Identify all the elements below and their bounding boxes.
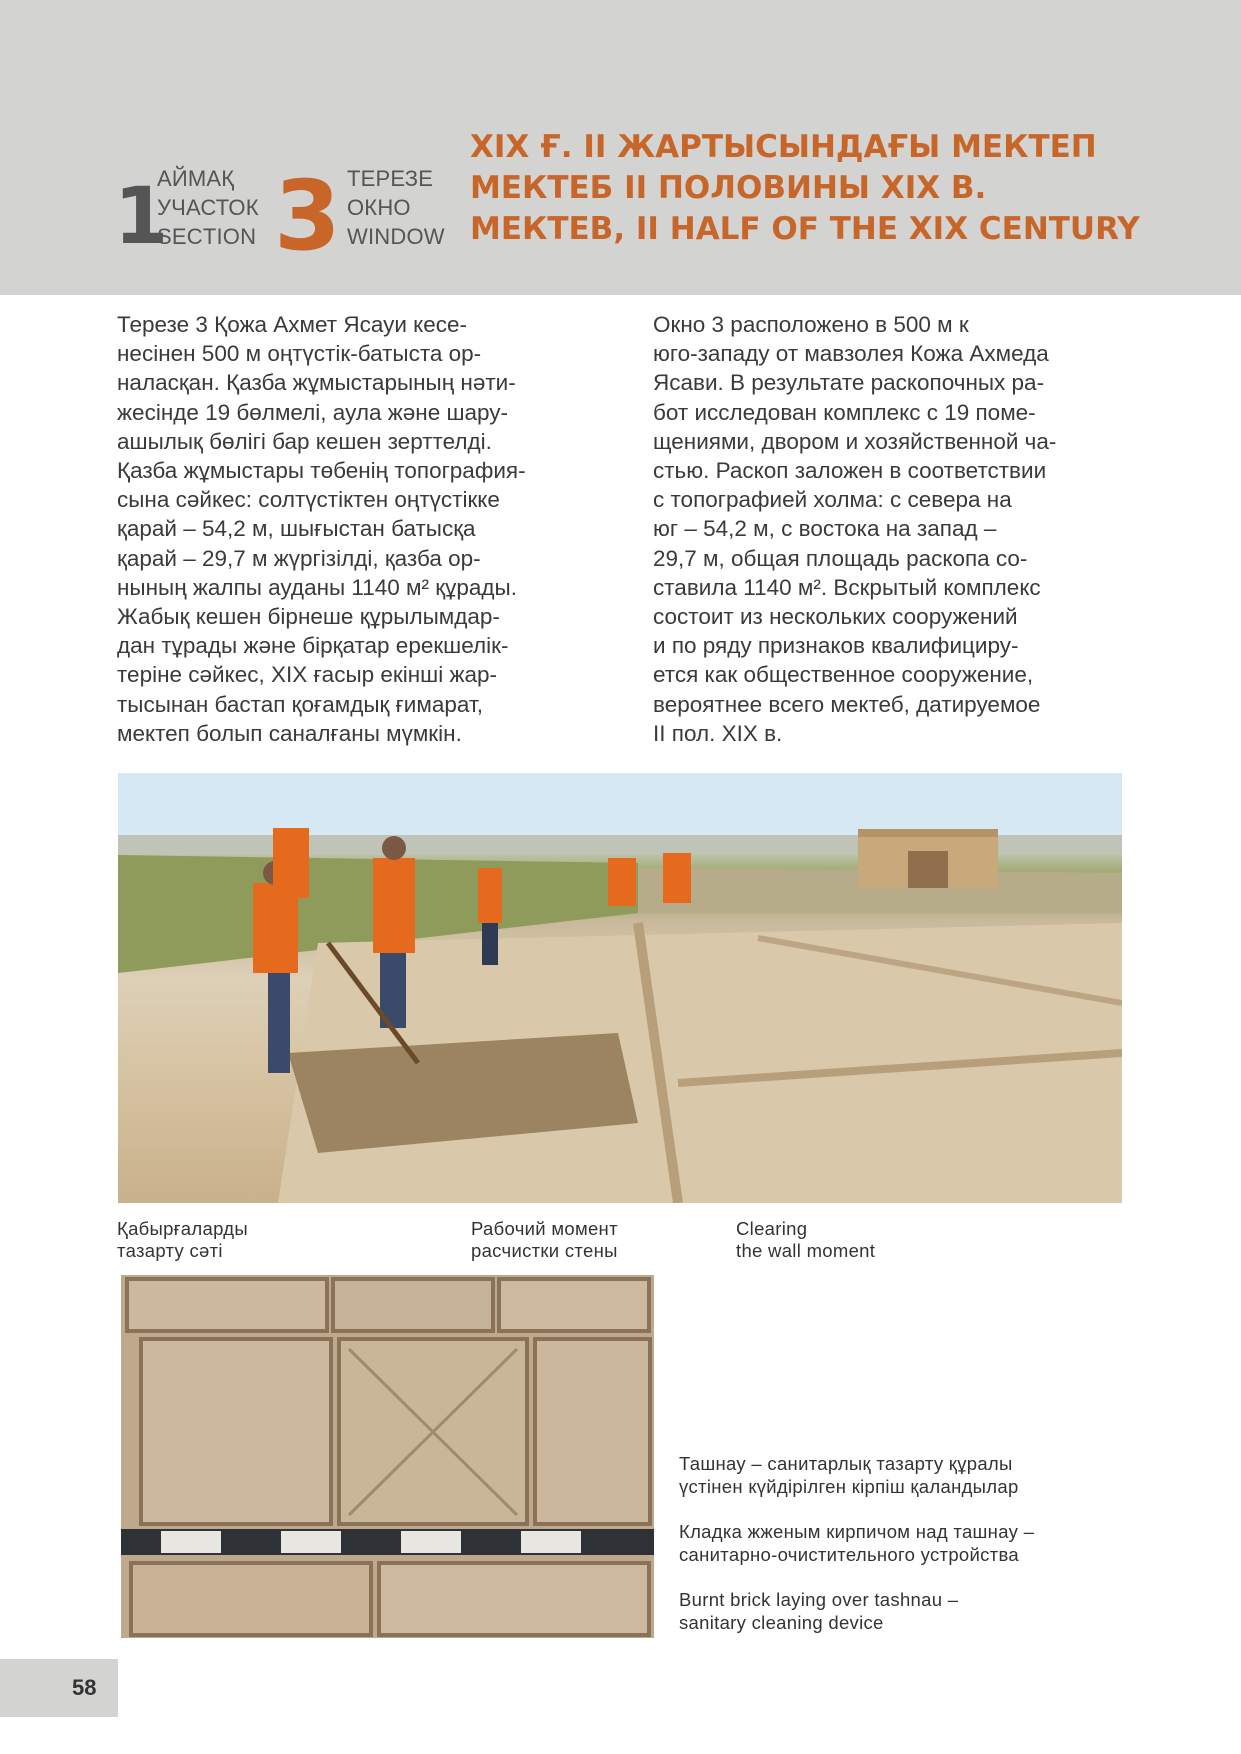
caption-line: санитарно-очистительного устройства (679, 1544, 1019, 1565)
text-line: и по ряду признаков квалифициру- (653, 633, 1019, 659)
text-line: Ясави. В результате раскопочных ра- (653, 370, 1045, 396)
caption-line: үстінен күйдірілген кірпіш қаландылар (679, 1476, 1019, 1497)
kazakh-text-column (117, 310, 587, 748)
text-line: қарай – 54,2 м, шығыстан батысқа (117, 516, 476, 542)
excavation-photo (118, 773, 1122, 1203)
text-line: ашылық бөлігі бар кешен зерттелді. (117, 428, 492, 454)
text-line: несінен 500 м оңтүстік-батыста ор- (117, 341, 482, 367)
caption-line: Қабырғаларды (117, 1218, 248, 1239)
text-line: юго-западу от мавзолея Кожа Ахмеда (653, 341, 1049, 367)
caption-line: Рабочий момент (471, 1218, 618, 1239)
caption-line: Ташнау – санитарлық тазарту құралы (679, 1453, 1013, 1474)
text-line: теріне сәйкес, XIX ғасыр екінші жар- (117, 662, 498, 688)
text-line: дан тұрады және бірқатар ерекшелік- (117, 633, 509, 659)
window-label-kz: ТЕРЕЗЕ (347, 166, 434, 191)
caption-line: Clearing (736, 1218, 808, 1239)
title-line-kz: XIX Ғ. II ЖАРТЫСЫНДАҒЫ МЕКТЕП (470, 129, 1097, 165)
text-line: сына сәйкес: солтүстіктен оңтүстікке (117, 487, 500, 513)
window-label-ru: ОКНО (347, 195, 411, 220)
page-number-tab (0, 1659, 118, 1717)
caption-line: Burnt brick laying over tashnau – (679, 1589, 959, 1610)
page-number: 58 (72, 1675, 97, 1700)
text-line: ставила 1140 м². Вскрытый комплекс (653, 574, 1041, 600)
text-line: тысынан бастап қоғамдық ғимарат, (117, 691, 483, 717)
photo2-caption-ru (679, 1520, 1109, 1566)
text-line: Окно 3 расположено в 500 м к (653, 312, 969, 337)
photo1-caption-en (736, 1218, 875, 1262)
text-line: Жабық кешен бірнеше құрылымдар- (117, 604, 500, 630)
photo1-caption-kz (117, 1218, 248, 1262)
text-line: стью. Раскоп заложен в соответствии (653, 458, 1047, 484)
caption-line: тазарту сәті (117, 1240, 223, 1261)
text-line: щениями, двором и хозяйственной ча- (653, 428, 1057, 454)
zone-label-en: SECTION (157, 224, 257, 249)
text-line: юг – 54,2 м, с востока на запад – (653, 516, 997, 542)
text-line: Қазба жұмыстары төбенің топография- (117, 458, 526, 484)
caption-line: Кладка жженым кирпичом над ташнау – (679, 1521, 1035, 1542)
title-line-ru: МЕКТЕБ II ПОЛОВИНЫ XIX В. (470, 170, 987, 206)
window-label-stack (347, 164, 445, 251)
zone-number: 1 (114, 172, 169, 262)
text-line: Терезе 3 Қожа Ахмет Ясауи кесе- (117, 312, 468, 337)
caption-line: расчистки стены (471, 1240, 618, 1261)
text-line: II пол. XIX в. (653, 720, 783, 746)
caption-line: sanitary cleaning device (679, 1612, 884, 1633)
caption-line: the wall moment (736, 1240, 876, 1261)
text-line: нының жалпы ауданы 1140 м² құрады. (117, 574, 517, 600)
zone-label-kz: АЙМАҚ (157, 166, 235, 191)
title-line-en: МЕКТЕВ, II HALF OF THE XIX CENTURY (470, 211, 1140, 247)
window-number: 3 (274, 160, 341, 272)
russian-text-column (653, 310, 1123, 748)
photo1-caption-ru (471, 1218, 618, 1262)
text-line: қарай – 29,7 м жүргізілді, қазба ор- (117, 545, 481, 571)
text-line: бот исследован комплекс с 19 поме- (653, 399, 1036, 425)
zone-label-stack (157, 164, 259, 251)
text-line: наласқан. Қазба жұмыстарының нәти- (117, 370, 516, 396)
photo2-caption-kz (679, 1452, 1109, 1498)
text-line: состоит из нескольких сооружений (653, 604, 1018, 630)
page-title (470, 127, 1230, 250)
text-line: вероятнее всего мектеб, датируемое (653, 691, 1041, 717)
excavation-illustration (118, 773, 1122, 1203)
text-line: с топографией холма: с севера на (653, 487, 1012, 513)
brick-illustration (121, 1275, 654, 1638)
text-line: 29,7 м, общая площадь раскопа со- (653, 545, 1028, 571)
brick-laying-photo (121, 1275, 654, 1638)
window-label-en: WINDOW (347, 224, 445, 249)
text-line: мектеп болып саналғаны мүмкін. (117, 720, 462, 746)
zone-label-ru: УЧАСТОК (157, 195, 259, 220)
photo2-caption-en (679, 1588, 1109, 1634)
text-line: ется как общественное сооружение, (653, 662, 1034, 688)
brick-photo-captions (679, 1452, 1109, 1656)
text-line: жесінде 19 бөлмелі, аула және шару- (117, 399, 509, 425)
